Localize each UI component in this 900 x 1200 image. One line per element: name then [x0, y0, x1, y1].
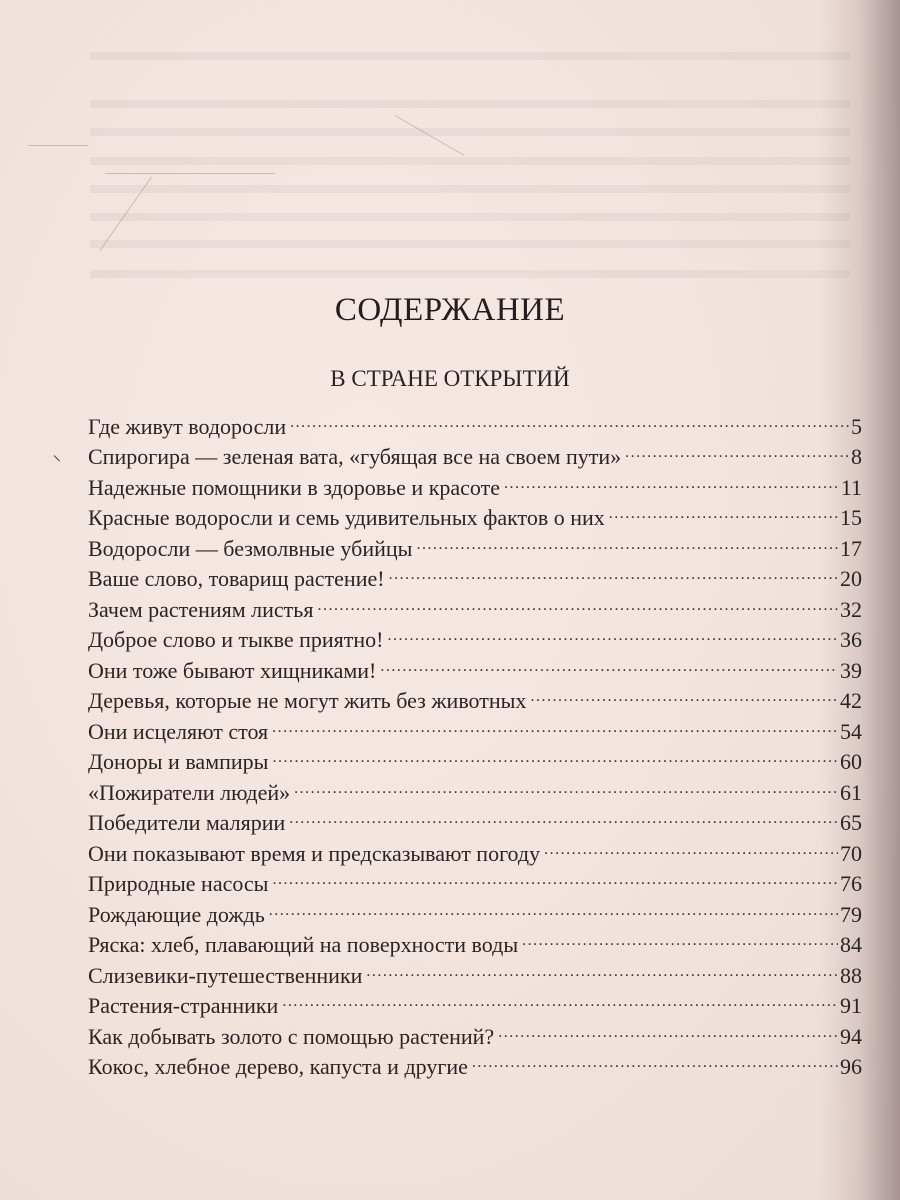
dot-leader — [289, 800, 838, 831]
paper-scratch — [54, 455, 60, 461]
toc-entry[interactable] — [88, 403, 862, 439]
dot-leader — [387, 617, 838, 648]
dot-leader — [366, 952, 838, 983]
show-through-line — [90, 52, 850, 60]
toc-entry-page: 39 — [840, 657, 862, 683]
toc-entry-label: Надежные помощники в здоровье и красоте — [88, 474, 500, 500]
toc-entry-page: 15 — [840, 505, 862, 530]
show-through-line — [90, 185, 850, 193]
toc-entry-page: 36 — [840, 627, 862, 652]
toc-entry-page: 8 — [851, 444, 862, 469]
dot-leader — [272, 739, 838, 770]
show-through-line — [90, 157, 850, 165]
dot-leader — [522, 922, 838, 953]
toc-entry-page: 42 — [840, 688, 862, 713]
toc-entry-label: Где живут водоросли — [88, 413, 287, 439]
dot-leader — [290, 403, 849, 434]
toc-entry-page: 76 — [840, 871, 862, 896]
toc-entry-page: 91 — [840, 993, 862, 1018]
toc-entry-page: 54 — [840, 718, 862, 744]
dot-leader — [282, 983, 838, 1014]
dot-leader — [272, 861, 838, 892]
toc-entry-page: 20 — [840, 566, 862, 591]
toc-entry-page: 17 — [840, 535, 862, 561]
toc-entry-label: Они исцеляют стоя — [88, 718, 269, 744]
dot-leader — [269, 891, 838, 922]
toc-entry-label: Спирогира — зеленая вата, «губящая все на своем пути» — [88, 444, 622, 469]
toc-entry-page: 79 — [840, 901, 862, 927]
toc-entry-page: 65 — [840, 810, 862, 835]
dot-leader — [625, 434, 849, 465]
toc-entry-label: Доброе слово и тыкве приятно! — [88, 627, 384, 652]
table-of-contents — [88, 403, 862, 1079]
dot-leader — [504, 464, 839, 495]
section-title: В СТРАНЕ ОТКРЫТИЙ — [330, 366, 570, 391]
dot-leader — [530, 678, 838, 709]
toc-entry-label: Кокос, хлебное дерево, капуста и другие — [88, 1054, 468, 1079]
dot-leader — [416, 525, 838, 556]
toc-entry-label: Ваше слово, товарищ растение! — [88, 566, 385, 591]
toc-entry-label: Слизевики-путешественники — [88, 962, 363, 988]
toc-entry-page: 60 — [840, 749, 862, 774]
dot-leader — [472, 1044, 838, 1075]
toc-entry-label: Они показывают время и предсказывают погоду — [88, 840, 541, 866]
toc-entry-label: Природные насосы — [88, 871, 269, 896]
show-through-line — [90, 213, 850, 221]
toc-entry-label: Растения-странники — [88, 993, 279, 1018]
toc-entry-label: Доноры и вампиры — [88, 749, 269, 774]
dot-leader — [380, 647, 838, 678]
show-through-line — [90, 270, 850, 278]
toc-entry-label: Водоросли — безмолвные убийцы — [88, 535, 413, 561]
toc-entry-label: Как добывать золото с помощью растений? — [88, 1023, 495, 1049]
toc-entry-label: Деревья, которые не могут жить без животных — [88, 688, 527, 713]
toc-entry-page: 84 — [840, 932, 862, 957]
dot-leader — [317, 586, 838, 617]
toc-entry-page: 32 — [840, 596, 862, 622]
dot-leader — [544, 830, 838, 861]
toc-entry-page: 61 — [840, 779, 862, 805]
dot-leader — [389, 556, 838, 587]
paper-scratch — [28, 145, 88, 146]
toc-entry-label: Рождающие дождь — [88, 901, 265, 927]
toc-entry-page: 94 — [840, 1023, 862, 1049]
dot-leader — [272, 708, 838, 739]
toc-entry-page: 70 — [840, 840, 862, 866]
show-through-line — [90, 240, 850, 248]
show-through-line — [90, 128, 850, 136]
dot-leader — [498, 1013, 838, 1044]
toc-entry-label: «Пожиратели людей» — [88, 779, 291, 805]
toc-entry-label: Они тоже бывают хищниками! — [88, 657, 377, 683]
show-through-line — [90, 100, 850, 108]
toc-entry-page: 5 — [851, 413, 862, 439]
toc-entry-label: Зачем растениям листья — [88, 596, 314, 622]
toc-entry-label: Ряска: хлеб, плавающий на поверхности воды — [88, 932, 519, 957]
toc-entry-label: Красные водоросли и семь удивительных фактов о них — [88, 505, 605, 530]
dot-leader — [609, 495, 838, 526]
page-title: СОДЕРЖАНИЕ — [334, 292, 566, 328]
dot-leader — [294, 769, 838, 800]
toc-entry-label: Победители малярии — [88, 810, 286, 835]
toc-entry-page: 11 — [840, 474, 862, 500]
toc-entry-page: 88 — [840, 962, 862, 988]
toc-entry-page: 96 — [840, 1054, 862, 1079]
paper-scratch — [105, 173, 275, 174]
